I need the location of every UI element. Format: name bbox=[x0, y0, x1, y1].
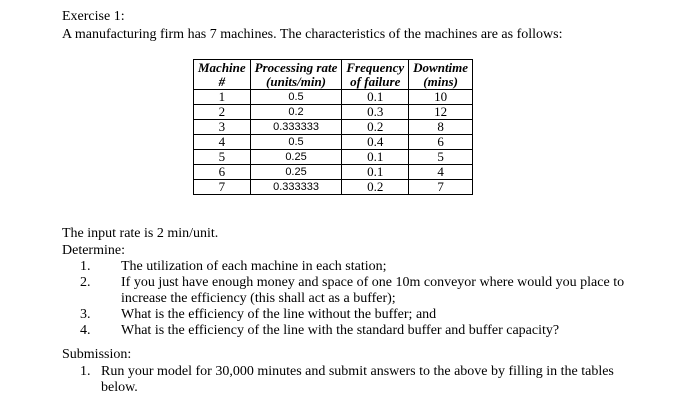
cell-downtime: 7 bbox=[409, 180, 473, 195]
list-item-number: 2. bbox=[80, 275, 91, 290]
header-machine: Machine # bbox=[194, 60, 251, 90]
table-row bbox=[194, 180, 473, 195]
list-item-text: The utilization of each machine in each station; bbox=[121, 259, 387, 274]
cell-processing-rate: 0.25 bbox=[250, 165, 342, 180]
cell-frequency: 0.1 bbox=[342, 150, 409, 165]
cell-downtime: 8 bbox=[409, 120, 473, 135]
cell-machine: 1 bbox=[194, 90, 251, 105]
cell-downtime: 5 bbox=[409, 150, 473, 165]
submission-label: Submission: bbox=[62, 347, 132, 362]
table-body bbox=[194, 90, 473, 195]
list-item-text: Run your model for 30,000 minutes and submit answers to the above by filling in the tables bbox=[101, 364, 614, 379]
input-rate-text: The input rate is 2 min/unit. bbox=[62, 226, 219, 241]
table-header-row bbox=[194, 60, 473, 90]
list-item-number: 1. bbox=[80, 259, 91, 274]
table-row bbox=[194, 150, 473, 165]
cell-frequency: 0.3 bbox=[342, 105, 409, 120]
header-downtime: Downtime (mins) bbox=[409, 60, 473, 90]
header-frequency-of-failure: Frequency of failure bbox=[342, 60, 409, 90]
cell-downtime: 10 bbox=[409, 90, 473, 105]
table-row bbox=[194, 135, 473, 150]
cell-machine: 4 bbox=[194, 135, 251, 150]
table-row bbox=[194, 120, 473, 135]
cell-downtime: 12 bbox=[409, 105, 473, 120]
list-item-text: increase the efficiency (this shall act as a buffer); bbox=[121, 291, 396, 306]
table-row bbox=[194, 165, 473, 180]
cell-frequency: 0.2 bbox=[342, 120, 409, 135]
list-item-text: What is the efficiency of the line with the standard buffer and buffer capacity? bbox=[121, 323, 560, 338]
cell-downtime: 6 bbox=[409, 135, 473, 150]
header-processing-rate: Processing rate (units/min) bbox=[250, 60, 342, 90]
list-item-text: below. bbox=[101, 380, 138, 395]
cell-processing-rate: 0.25 bbox=[250, 150, 342, 165]
cell-processing-rate: 0.5 bbox=[250, 135, 342, 150]
cell-downtime: 4 bbox=[409, 165, 473, 180]
table-row bbox=[194, 90, 473, 105]
list-item-number: 4. bbox=[80, 323, 91, 338]
cell-frequency: 0.1 bbox=[342, 90, 409, 105]
cell-machine: 6 bbox=[194, 165, 251, 180]
cell-processing-rate: 0.5 bbox=[250, 90, 342, 105]
machine-table bbox=[193, 59, 473, 195]
cell-machine: 7 bbox=[194, 180, 251, 195]
list-item-number: 3. bbox=[80, 307, 91, 322]
determine-label: Determine: bbox=[62, 243, 125, 258]
cell-frequency: 0.4 bbox=[342, 135, 409, 150]
cell-frequency: 0.2 bbox=[342, 180, 409, 195]
exercise-title: Exercise 1: bbox=[62, 9, 125, 24]
cell-processing-rate: 0.2 bbox=[250, 105, 342, 120]
cell-machine: 3 bbox=[194, 120, 251, 135]
cell-machine: 5 bbox=[194, 150, 251, 165]
cell-processing-rate: 0.333333 bbox=[250, 120, 342, 135]
list-item-number: 1. bbox=[80, 364, 91, 379]
cell-frequency: 0.1 bbox=[342, 165, 409, 180]
cell-machine: 2 bbox=[194, 105, 251, 120]
list-item-text: What is the efficiency of the line without the buffer; and bbox=[121, 307, 437, 322]
list-item-text: If you just have enough money and space of one 10m conveyor where would you place to bbox=[121, 275, 625, 290]
cell-processing-rate: 0.333333 bbox=[250, 180, 342, 195]
exercise-intro: A manufacturing firm has 7 machines. The characteristics of the machines are as follows: bbox=[62, 27, 563, 42]
table-row bbox=[194, 105, 473, 120]
